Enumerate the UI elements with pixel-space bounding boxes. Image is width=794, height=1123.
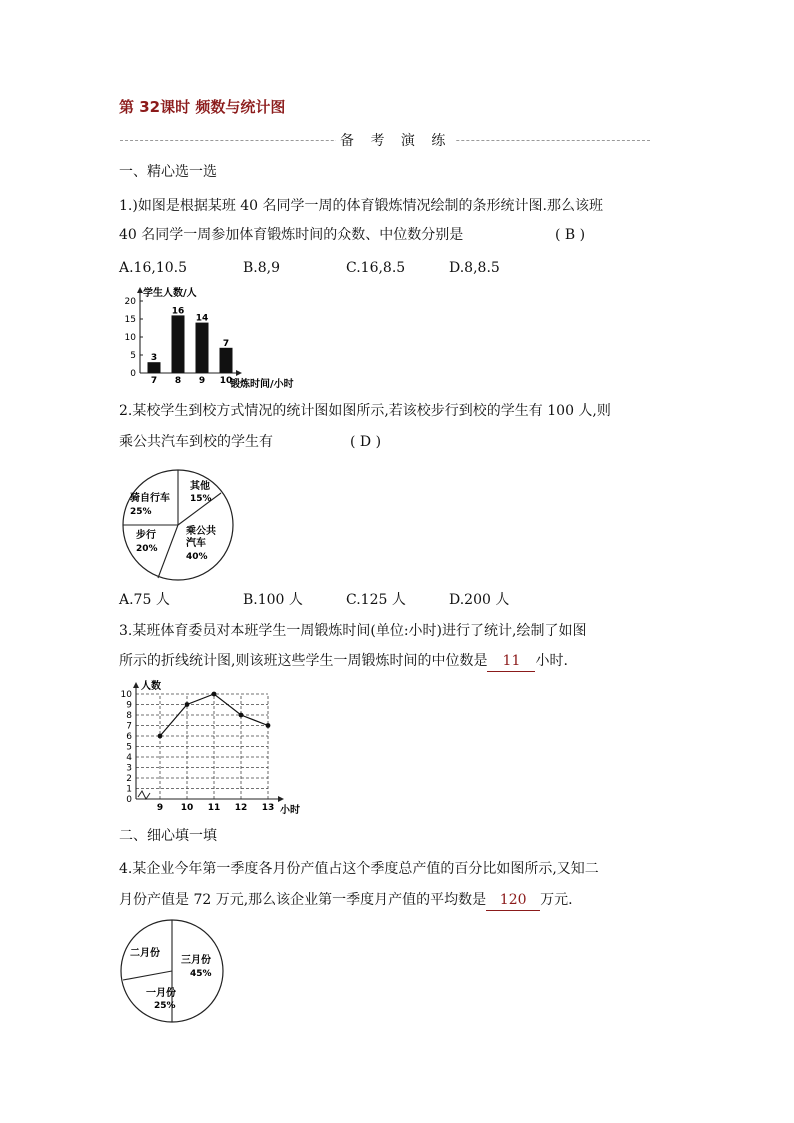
line-y-tick-label: 10 bbox=[120, 690, 132, 700]
bar-category-label: 7 bbox=[150, 376, 158, 386]
line-y-tick-label: 7 bbox=[126, 721, 132, 732]
line-x-tick-label: 13 bbox=[261, 803, 275, 813]
q1-line2: 40 名同学一周参加体育锻炼时间的众数、中位数分别是 bbox=[119, 227, 464, 243]
line-x-tick-label: 12 bbox=[234, 803, 248, 813]
bar-value-label: 16 bbox=[171, 306, 185, 317]
pie-chart-months bbox=[118, 918, 228, 1026]
line-y-tick-label: 9 bbox=[126, 700, 132, 711]
bar-xlabel: 锻炼时间/小时 bbox=[230, 379, 294, 390]
line-y-tick-label: 4 bbox=[126, 753, 132, 763]
bar-ylabel: 学生人数/人 bbox=[143, 288, 197, 299]
q2-line1: 2.某校学生到校方式情况的统计图如图所示,若该校步行到校的学生有 100 人,则 bbox=[119, 403, 611, 419]
bar-y-tick-label: 0 bbox=[130, 369, 136, 379]
pie-value-other: 15% bbox=[190, 494, 212, 504]
line-y-tick-label: 3 bbox=[126, 763, 132, 774]
line-y-tick-label: 5 bbox=[126, 742, 132, 753]
line-point-10 bbox=[185, 702, 190, 707]
line-y-tick-label: 2 bbox=[126, 774, 132, 784]
q2-option-d: D.200 人 bbox=[449, 592, 510, 608]
line-y-tick-label: 8 bbox=[126, 711, 132, 721]
bar-y-tick-label: 5 bbox=[130, 351, 136, 361]
pie-label-other: 其他 bbox=[190, 481, 210, 492]
pie2-value-jan: 25% bbox=[154, 1001, 176, 1011]
bar-x-arrow bbox=[236, 370, 242, 376]
q2-option-a: A.75 人 bbox=[119, 592, 170, 608]
q2-answer: ( D ) bbox=[350, 434, 382, 450]
line-point-9 bbox=[158, 734, 163, 739]
bar-chart-marks bbox=[148, 306, 233, 386]
pie2-label-jan: 一月份 bbox=[146, 988, 176, 999]
line-y-tick-label: 1 bbox=[126, 784, 132, 795]
bar-value-label: 14 bbox=[195, 313, 209, 324]
bar-chart bbox=[118, 284, 318, 390]
bar-category-label: 8 bbox=[174, 376, 182, 386]
q1-option-c: C.16,8.5 bbox=[346, 260, 406, 276]
q4-line2-pre: 月份产值是 72 万元,那么该企业第一季度月产值的平均数是 bbox=[119, 892, 487, 908]
pie-value-walk: 20% bbox=[136, 544, 158, 554]
pie-label-bus-1: 乘公共 bbox=[186, 526, 216, 537]
line-chart bbox=[118, 678, 308, 818]
section-label: 备 考 演 练 bbox=[336, 130, 455, 150]
bar-8 bbox=[172, 315, 185, 373]
part2-heading: 二、细心填一填 bbox=[119, 828, 217, 844]
bar-category-label: 9 bbox=[198, 376, 206, 386]
pie2-value-mar: 45% bbox=[190, 969, 212, 979]
q1-option-d: D.8,8.5 bbox=[449, 260, 500, 276]
pie-value-bike: 25% bbox=[130, 507, 152, 517]
line-xlabel: 小时 bbox=[280, 805, 300, 816]
lesson-title: 第 32课时 频数与统计图 bbox=[119, 98, 286, 116]
bar-7 bbox=[148, 362, 161, 373]
pie2-label-feb: 二月份 bbox=[130, 948, 160, 959]
line-chart-axes bbox=[121, 679, 300, 816]
line-y-tick-label: 0 bbox=[126, 795, 132, 805]
q1-option-a: A.16,10.5 bbox=[119, 260, 187, 276]
bar-value-label: 3 bbox=[150, 353, 158, 364]
line-y-arrow bbox=[133, 682, 139, 688]
line-point-12 bbox=[239, 713, 244, 718]
line-axis-break bbox=[138, 791, 150, 799]
bar-value-label: 7 bbox=[222, 338, 230, 349]
pie-label-bike: 骑自行车 bbox=[130, 493, 170, 504]
bar-y-tick-label: 10 bbox=[124, 333, 136, 343]
q3-line1: 3.某班体育委员对本班学生一周锻炼时间(单位:小时)进行了统计,绘制了如图 bbox=[119, 623, 587, 639]
line-x-tick-label: 11 bbox=[207, 803, 221, 813]
line-point-13 bbox=[266, 723, 271, 728]
q4-line1: 4.某企业今年第一季度各月份产值占这个季度总产值的百分比如图所示,又知二 bbox=[119, 861, 599, 877]
pie2-label-mar: 三月份 bbox=[181, 955, 211, 966]
bar-chart-axes bbox=[125, 286, 294, 390]
line-ylabel: 人数 bbox=[141, 681, 161, 692]
line-x-arrow bbox=[278, 796, 284, 802]
bar-category-label: 10 bbox=[219, 376, 233, 386]
bar-9 bbox=[196, 323, 209, 373]
bar-y-tick-label: 20 bbox=[124, 297, 136, 307]
line-point-11 bbox=[212, 692, 217, 697]
q1-answer: ( B ) bbox=[555, 227, 586, 243]
q3-line2-post: 小时. bbox=[535, 653, 568, 669]
q1-option-b: B.8,9 bbox=[243, 260, 281, 276]
q4-line2-post: 万元. bbox=[540, 892, 573, 908]
q4-answer-blank: 120 bbox=[486, 890, 540, 911]
pie-label-bus-2: 汽车 bbox=[186, 538, 206, 549]
line-x-tick-label: 10 bbox=[180, 803, 194, 813]
part1-heading: 一、精心选一选 bbox=[119, 164, 217, 180]
q3-answer-blank: 11 bbox=[487, 651, 535, 672]
pie-chart-transport bbox=[118, 468, 238, 584]
pie-value-bus: 40% bbox=[186, 552, 208, 562]
q2-option-c: C.125 人 bbox=[346, 592, 406, 608]
q1-line1: 1.)如图是根据某班 40 名同学一周的体育锻炼情况绘制的条形统计图.那么该班 bbox=[119, 198, 603, 214]
line-x-tick-label: 9 bbox=[156, 803, 164, 813]
q2-line2: 乘公共汽车到校的学生有 bbox=[119, 434, 273, 450]
bar-10 bbox=[220, 348, 233, 373]
pie-label-walk: 步行 bbox=[136, 530, 156, 541]
bar-y-tick-label: 15 bbox=[124, 315, 136, 325]
line-y-tick-label: 6 bbox=[126, 732, 132, 742]
q3-line2-pre: 所示的折线统计图,则该班这些学生一周锻炼时间的中位数是 bbox=[119, 653, 488, 669]
q3-line2 bbox=[119, 651, 568, 672]
q2-option-b: B.100 人 bbox=[243, 592, 303, 608]
q4-line2 bbox=[119, 890, 573, 911]
